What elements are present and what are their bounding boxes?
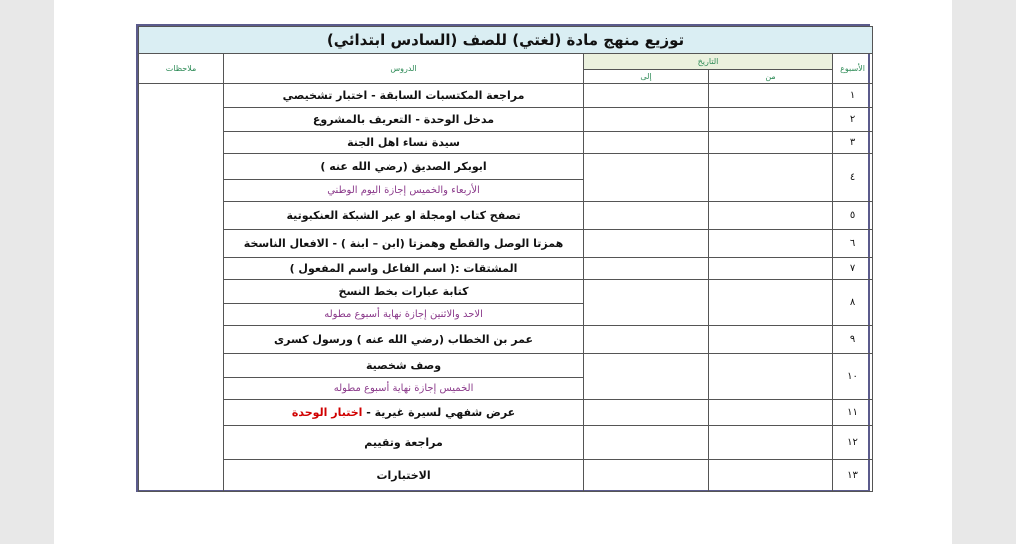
curriculum-table-frame	[136, 24, 870, 492]
week-number: ٩	[833, 326, 873, 354]
lesson-cell: كتابة عبارات بخط النسخ	[224, 280, 584, 304]
table-row	[139, 258, 873, 280]
lesson-cell: مراجعة المكتسبات السابقة - اختبار تشخيصي	[224, 84, 584, 108]
week-number: ٢	[833, 108, 873, 132]
from-cell[interactable]	[709, 426, 833, 460]
table-row	[139, 426, 873, 460]
week-number: ٥	[833, 202, 873, 230]
to-cell[interactable]	[584, 202, 709, 230]
table-row	[139, 202, 873, 230]
week-number: ٤	[833, 154, 873, 202]
from-cell[interactable]	[709, 132, 833, 154]
unit-exam-label: اختبار الوحدة	[291, 406, 363, 419]
to-cell[interactable]	[584, 108, 709, 132]
lesson-cell: المشتقات :( اسم الفاعل واسم المفعول )	[224, 258, 584, 280]
header-week: الأسبوع	[833, 54, 873, 84]
from-cell[interactable]	[709, 460, 833, 492]
header-from: من	[709, 70, 833, 84]
week-number: ١٣	[833, 460, 873, 492]
from-cell[interactable]	[709, 154, 833, 202]
from-cell[interactable]	[709, 258, 833, 280]
table-row	[139, 400, 873, 426]
table-row	[139, 326, 873, 354]
to-cell[interactable]	[584, 426, 709, 460]
lesson-cell: مراجعة وتقييم	[224, 426, 584, 460]
to-cell[interactable]	[584, 132, 709, 154]
to-cell[interactable]	[584, 154, 709, 202]
holiday-note: الأربعاء والخميس إجازة اليوم الوطني	[224, 180, 584, 202]
table-row	[139, 108, 873, 132]
lesson-cell: همزتا الوصل والقطع وهمزتا (ابن – ابنة ) - الافعال الناسخة	[224, 230, 584, 258]
to-cell[interactable]	[584, 230, 709, 258]
week-number: ٣	[833, 132, 873, 154]
lesson-text: عرض شفهي لسيرة غيرية -	[362, 406, 516, 419]
from-cell[interactable]	[709, 84, 833, 108]
from-cell[interactable]	[709, 202, 833, 230]
table-row	[139, 354, 873, 378]
from-cell[interactable]	[709, 326, 833, 354]
lesson-cell	[224, 400, 584, 426]
week-number: ١١	[833, 400, 873, 426]
to-cell[interactable]	[584, 326, 709, 354]
from-cell[interactable]	[709, 230, 833, 258]
week-number: ٦	[833, 230, 873, 258]
lesson-cell: ابوبكر الصديق (رضي الله عنه )	[224, 154, 584, 180]
week-number: ١٢	[833, 426, 873, 460]
to-cell[interactable]	[584, 460, 709, 492]
table-row	[139, 460, 873, 492]
holiday-note: الخميس إجازة نهاية أسبوع مطوله	[224, 378, 584, 400]
header-date: التاريخ	[584, 54, 833, 70]
lesson-cell: سيدة نساء اهل الجنة	[224, 132, 584, 154]
to-cell[interactable]	[584, 258, 709, 280]
week-number: ١	[833, 84, 873, 108]
to-cell[interactable]	[584, 84, 709, 108]
table-row	[139, 280, 873, 304]
header-lessons: الدروس	[224, 54, 584, 84]
lesson-cell: مدخل الوحدة - التعريف بالمشروع	[224, 108, 584, 132]
table-row	[139, 84, 873, 108]
table-row	[139, 132, 873, 154]
notes-cell[interactable]	[139, 84, 224, 492]
week-number: ٧	[833, 258, 873, 280]
lesson-cell: عمر بن الخطاب (رضي الله عنه ) ورسول كسرى	[224, 326, 584, 354]
week-number: ١٠	[833, 354, 873, 400]
to-cell[interactable]	[584, 280, 709, 326]
lesson-cell: الاختبارات	[224, 460, 584, 492]
table-row	[139, 154, 873, 180]
header-to: إلى	[584, 70, 709, 84]
lesson-cell: تصفح كتاب اومجلة او عبر الشبكة العنكبوتية	[224, 202, 584, 230]
to-cell[interactable]	[584, 354, 709, 400]
holiday-note: الاحد والاثنين إجازة نهاية أسبوع مطوله	[224, 304, 584, 326]
from-cell[interactable]	[709, 400, 833, 426]
header-notes: ملاحظات	[139, 54, 224, 84]
table-row	[139, 230, 873, 258]
curriculum-table	[138, 26, 873, 492]
from-cell[interactable]	[709, 280, 833, 326]
to-cell[interactable]	[584, 400, 709, 426]
lesson-cell: وصف شخصية	[224, 354, 584, 378]
from-cell[interactable]	[709, 354, 833, 400]
week-number: ٨	[833, 280, 873, 326]
table-title: توزيع منهج مادة (لغتي) للصف (السادس ابتدائي)	[139, 27, 873, 54]
from-cell[interactable]	[709, 108, 833, 132]
